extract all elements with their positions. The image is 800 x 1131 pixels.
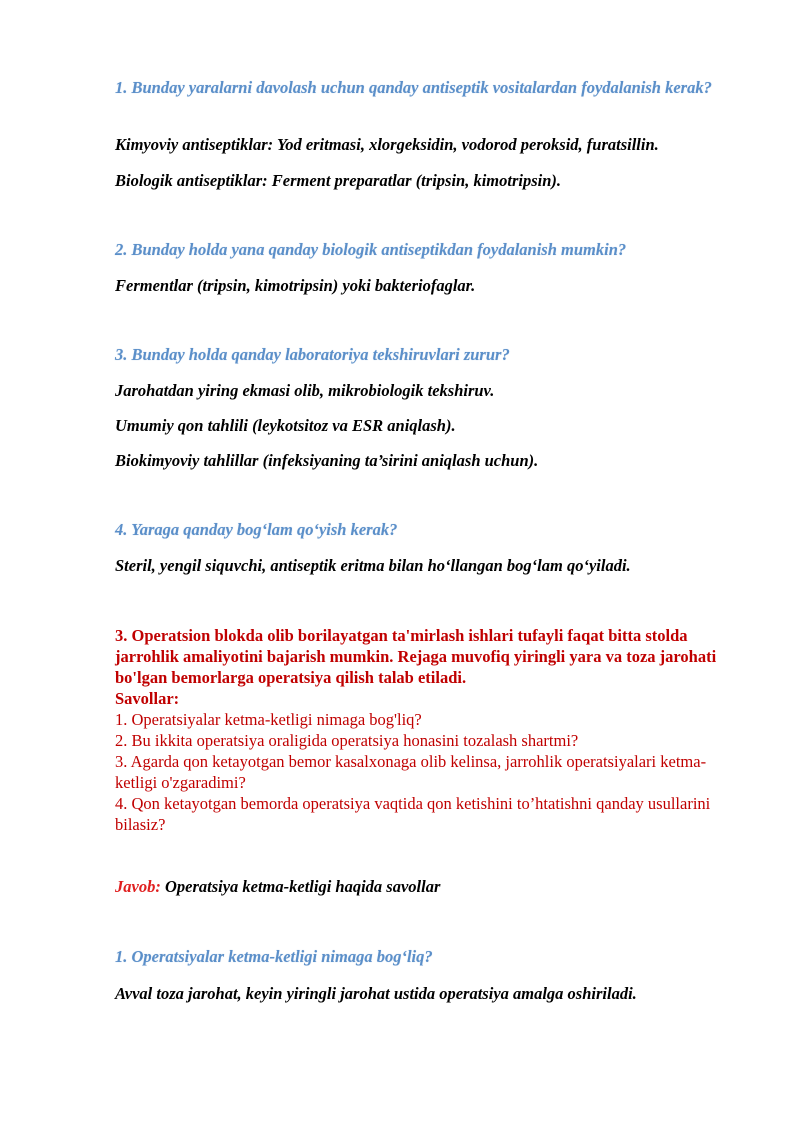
- answer-3-blood: Umumiy qon tahlili (leykotsitoz va ESR aniqlash).: [115, 416, 456, 435]
- answer-1-chemical: Kimyoviy antiseptiklar: Yod eritmasi, xlorgeksidin, vodorod peroksid, furatsillin.: [115, 135, 659, 154]
- case-question-list: [115, 709, 745, 835]
- answer-1-biological: Biologik antiseptiklar: Ferment preparatlar (tripsin, kimotripsin).: [115, 171, 562, 190]
- case-question: 1. Operatsiyalar ketma-ketligi nimaga bog'liq?: [115, 710, 422, 729]
- question-4: 4. Yaraga qanday bog‘lam qo‘yish kerak?: [115, 520, 398, 539]
- javob-label: Javob:: [115, 877, 161, 896]
- case-question: 4. Qon ketayotgan bemorda operatsiya vaqtida qon ketishini to’htatishni qanday usullarini bilasiz?: [115, 794, 711, 834]
- case-heading: 3. Operatsion blokda olib borilayatgan ta'mirlash ishlari tufayli faqat bitta stolda jarrohlik amaliyotini bajarish mumkin. Rejaga muvofiq yiringli yara va toza jarohati bo'lgan bemorlarga operatsiya qilish talab etiladi.: [115, 626, 717, 687]
- final-question: 1. Operatsiyalar ketma-ketligi nimaga bog‘liq?: [115, 947, 433, 966]
- question-3: 3. Bunday holda qanday laboratoriya tekshiruvlari zurur?: [115, 345, 510, 364]
- answer-2: Fermentlar (tripsin, kimotripsin) yoki bakteriofaglar.: [115, 276, 476, 295]
- case-question: 3. Agarda qon ketayotgan bemor kasalxonaga olib kelinsa, jarrohlik operatsiyalari ketma-ketligi o'zgaradimi?: [115, 752, 707, 792]
- case-question: 2. Bu ikkita operatsiya oraligida operatsiya honasini tozalash shartmi?: [115, 731, 579, 750]
- question-1: 1. Bunday yaralarni davolash uchun qanday antiseptik vositalardan foydalanish kerak?: [115, 78, 712, 97]
- case-subheading: Savollar:: [115, 689, 180, 708]
- javob-line: [115, 876, 755, 897]
- answer-3-biochem: Biokimyoviy tahlillar (infeksiyaning ta’sirini aniqlash uchun).: [115, 451, 539, 470]
- javob-text: Operatsiya ketma-ketligi haqida savollar: [160, 877, 441, 896]
- case-block: [115, 625, 745, 835]
- final-answer: Avval toza jarohat, keyin yiringli jarohat ustida operatsiya amalga oshiriladi.: [115, 984, 637, 1003]
- answer-3-culture: Jarohatdan yiring ekmasi olib, mikrobiologik tekshiruv.: [115, 381, 495, 400]
- question-2: 2. Bunday holda yana qanday biologik antiseptikdan foydalanish mumkin?: [115, 240, 627, 259]
- answer-4: Steril, yengil siquvchi, antiseptik eritma bilan ho‘llangan bog‘lam qo‘yiladi.: [115, 556, 631, 575]
